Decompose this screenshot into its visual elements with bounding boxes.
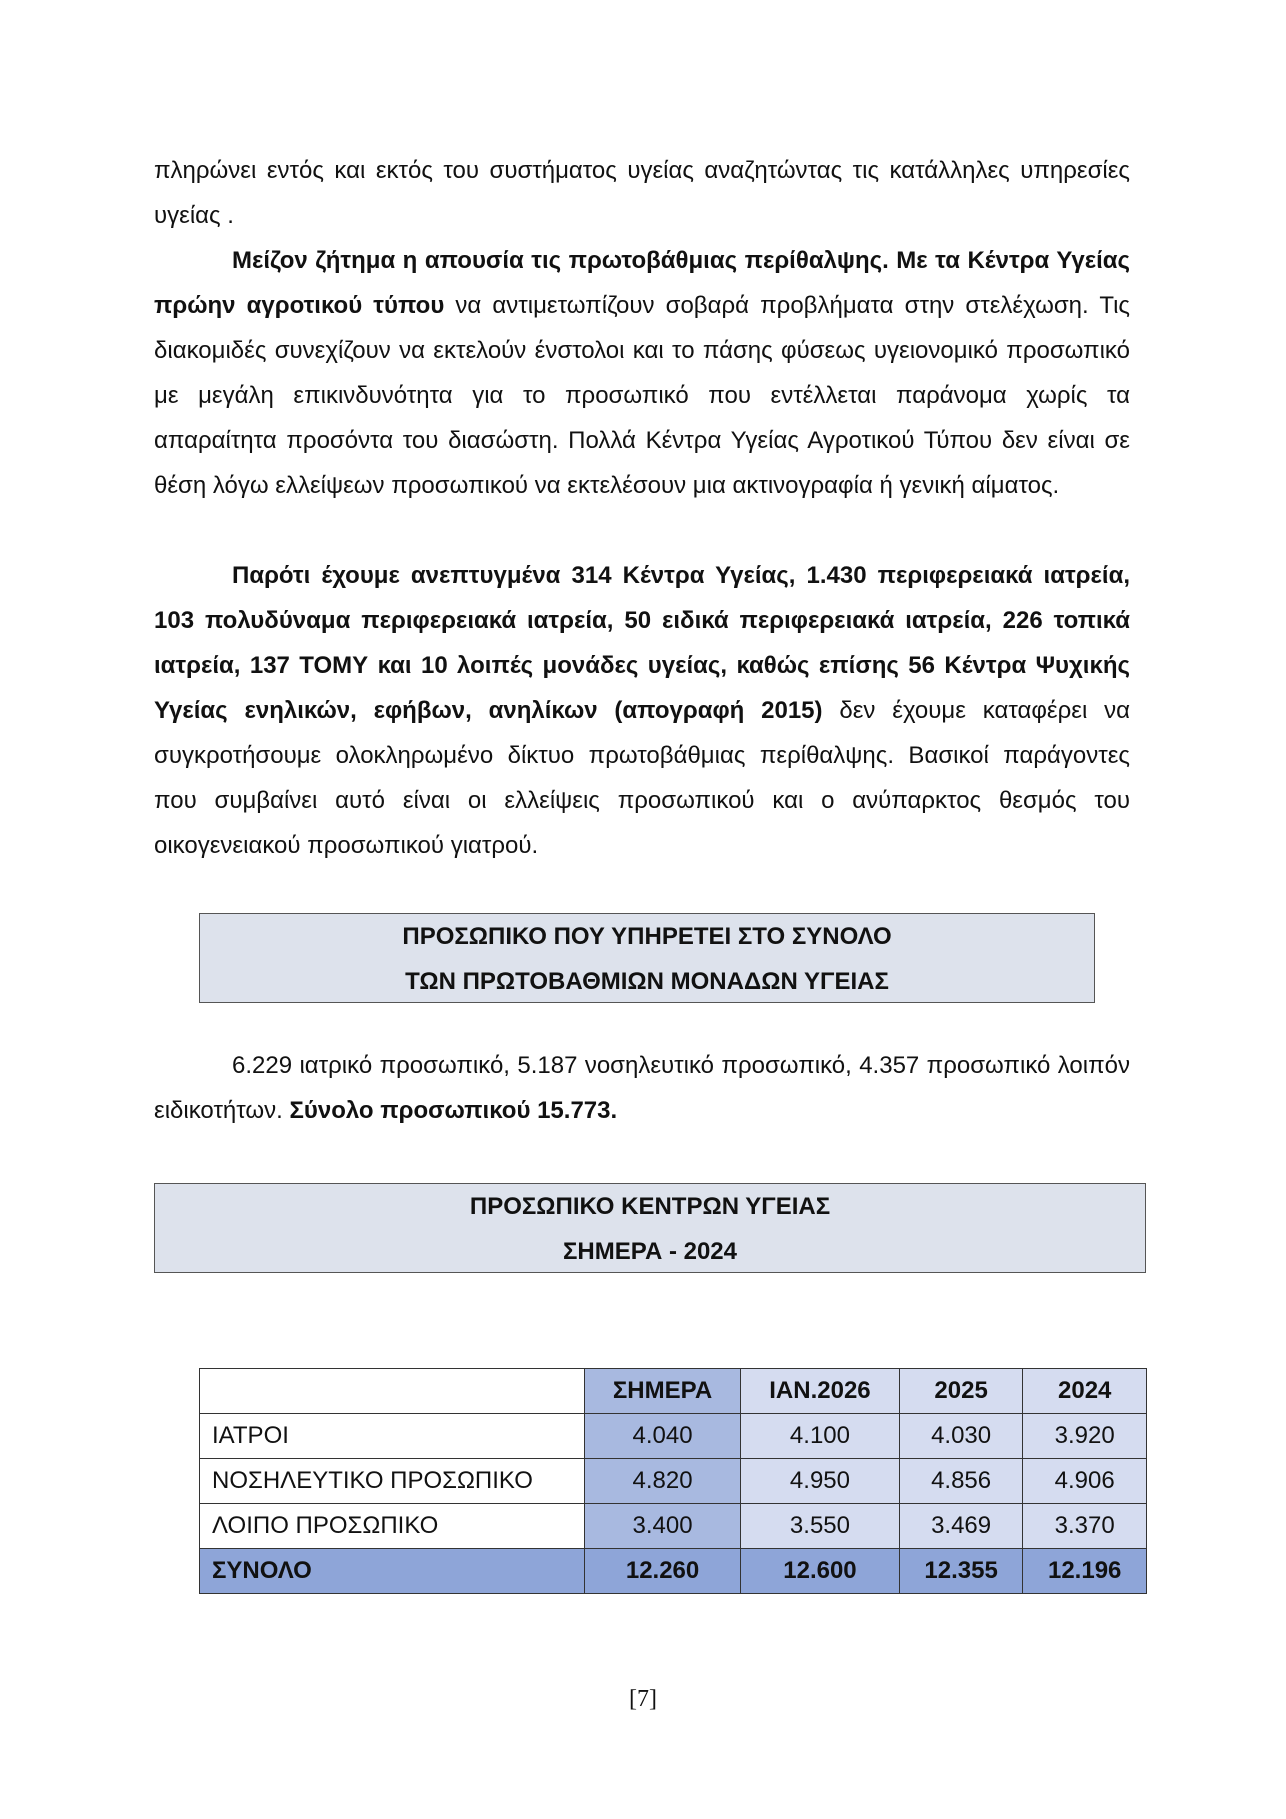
table-cell: 4.950 — [741, 1459, 900, 1504]
table-cell: 4.906 — [1023, 1459, 1147, 1504]
paragraph-staff-summary-bold: Σύνολο προσωπικού 15.773. — [289, 1097, 618, 1124]
paragraph-health-centers — [154, 553, 1130, 868]
table-total-cell: 12.600 — [741, 1549, 900, 1594]
table-row — [200, 1414, 1147, 1459]
paragraph-health-centers-text: δεν έχουμε καταφέρει να συγκροτήσουμε ολοκληρωμένο δίκτυο πρωτοβάθμιας περίθαλψης. Βασικοί παράγοντες που συμβαίνει αυτό είναι οι ελλείψεις προσωπικού και ο ανύπαρκτος θεσμός του οικογενειακού προσωπικού γιατρού. — [154, 697, 1130, 859]
table-total-row — [200, 1549, 1147, 1594]
table-total-cell: 12.355 — [899, 1549, 1023, 1594]
table-header-cell: 2024 — [1023, 1369, 1147, 1414]
heading-box-total-staff — [199, 913, 1095, 1003]
heading-box-total-staff-line2: ΤΩΝ ΠΡΩΤΟΒΑΘΜΙΩΝ ΜΟΝΑΔΩΝ ΥΓΕΙΑΣ — [405, 968, 889, 995]
paragraph-primary-care-bold: Μείζον ζήτημα η απουσία τις πρωτοβάθμιας περίθαλψης. Με τα Κέντρα Υγείας πρώην αγροτικού τύπου — [154, 247, 1130, 319]
table-cell: 3.370 — [1023, 1504, 1147, 1549]
staff-table — [199, 1368, 1147, 1594]
paragraph-health-centers-bold: Παρότι έχουμε ανεπτυγμένα 314 Κέντρα Υγείας, 1.430 περιφερειακά ιατρεία, 103 πολυδύναμα περιφερειακά ιατρεία, 50 ειδικά περιφερειακά ιατρεία, 226 τοπικά ιατρεία, 137 ΤΟΜΥ και 10 λοιπές μονάδες υγείας, καθώς επίσης 56 Κέντρα Ψυχικής Υγείας ενηλικών, εφήβων, ανηλίκων (απογραφή 2015) — [154, 562, 1130, 724]
paragraph-staff-summary-text: 6.229 ιατρικό προσωπικό, 5.187 νοσηλευτικό προσωπικό, 4.357 προσωπικό λοιπόν ειδικοτήτων. — [154, 1052, 1130, 1124]
table-cell: 4.100 — [741, 1414, 900, 1459]
table-cell: 3.550 — [741, 1504, 900, 1549]
table-row-label: ΝΟΣΗΛΕΥΤΙΚΟ ΠΡΟΣΩΠΙΚΟ — [200, 1459, 585, 1504]
table-cell: 3.400 — [585, 1504, 741, 1549]
paragraph-intro — [154, 148, 1130, 238]
table-cell: 4.030 — [899, 1414, 1023, 1459]
table-header-cell — [200, 1369, 585, 1414]
paragraph-primary-care — [154, 238, 1130, 508]
heading-box-health-center-staff-line2: ΣΗΜΕΡΑ - 2024 — [562, 1238, 737, 1265]
table-row — [200, 1504, 1147, 1549]
table-row-label: ΙΑΤΡΟΙ — [200, 1414, 585, 1459]
table-header-row — [200, 1369, 1147, 1414]
table-header-cell: ΣΗΜΕΡΑ — [585, 1369, 741, 1414]
table-total-label: ΣΥΝΟΛΟ — [200, 1549, 585, 1594]
table-cell: 3.469 — [899, 1504, 1023, 1549]
heading-box-total-staff-line1: ΠΡΟΣΩΠΙΚΟ ΠΟΥ ΥΠΗΡΕΤΕΙ ΣΤΟ ΣΥΝΟΛΟ — [402, 923, 892, 950]
paragraph-intro-text: πληρώνει εντός και εκτός του συστήματος υγείας αναζητώντας τις κατάλληλες υπηρεσίες υγείας . — [154, 157, 1130, 229]
paragraph-primary-care-text: να αντιμετωπίζουν σοβαρά προβλήματα στην στελέχωση. Τις διακομιδές συνεχίζουν να εκτελούν ένστολοι και το πάσης φύσεως υγειονομικό προσωπικό με μεγάλη επικινδυνότητα για το προσωπικό που εντέλλεται παράνομα χωρίς τα απαραίτητα προσόντα του διασώστη. Πολλά Κέντρα Υγείας Αγροτικού Τύπου δεν είναι σε θέση λόγω ελλείψεων προσωπικού να εκτελέσουν μια ακτινογραφία ή γενική αίματος. — [154, 292, 1130, 499]
table-cell: 4.856 — [899, 1459, 1023, 1504]
page-number: [7] — [629, 1686, 657, 1712]
table-row-label: ΛΟΙΠΟ ΠΡΟΣΩΠΙΚΟ — [200, 1504, 585, 1549]
table-cell: 3.920 — [1023, 1414, 1147, 1459]
heading-box-health-center-staff — [154, 1183, 1146, 1273]
table-cell: 4.040 — [585, 1414, 741, 1459]
paragraph-staff-summary — [154, 1043, 1130, 1133]
table-row — [200, 1459, 1147, 1504]
table-total-cell: 12.196 — [1023, 1549, 1147, 1594]
table-header-cell: 2025 — [899, 1369, 1023, 1414]
heading-box-health-center-staff-line1: ΠΡΟΣΩΠΙΚΟ ΚΕΝΤΡΩΝ ΥΓΕΙΑΣ — [469, 1193, 831, 1220]
table-cell: 4.820 — [585, 1459, 741, 1504]
table-header-cell: ΙΑΝ.2026 — [741, 1369, 900, 1414]
table-total-cell: 12.260 — [585, 1549, 741, 1594]
